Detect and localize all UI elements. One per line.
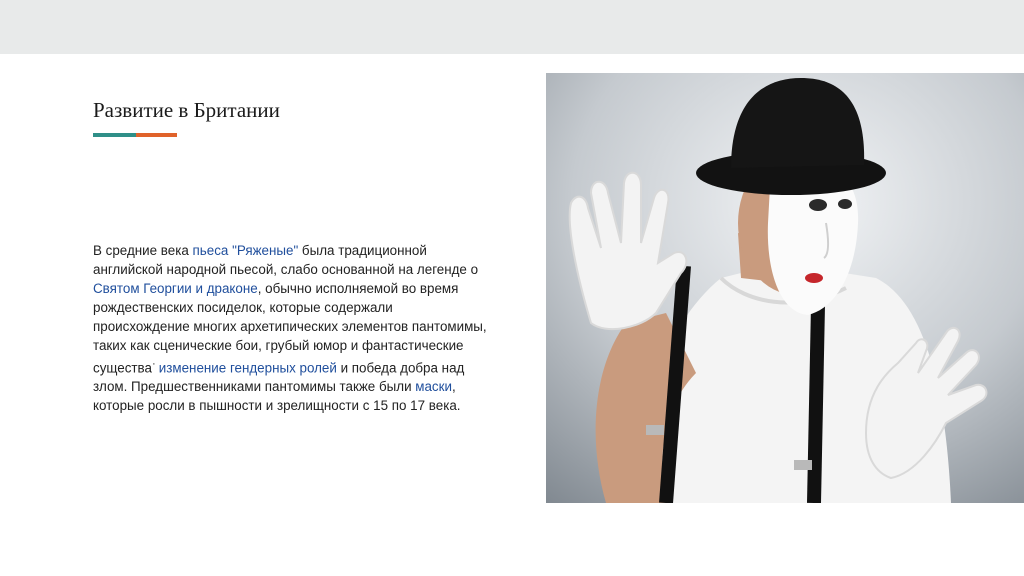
body-text-4: и победа добра над злом. Предшественниками пантомимы также были xyxy=(93,360,465,395)
link-masks[interactable]: маски xyxy=(415,379,452,395)
top-band xyxy=(0,0,1024,54)
body-text-5: , которые росли в пышности и зрелищности с 15 по 17 века. xyxy=(93,379,461,414)
body-text-2: была традиционной английской народной пьесой, слабо основанной на легенде о xyxy=(93,243,479,277)
body-text-dot: · xyxy=(151,358,159,370)
body-text-1: В средние века xyxy=(93,243,193,258)
accent-bar-orange xyxy=(136,133,177,137)
slide-title: Развитие в Британии xyxy=(93,98,280,122)
body-text-3: , обычно исполняемой во время рождественских посиделок, которые содержали происхождение многих архетипических элементов пантомимы, таких как сценические бои, грубый юмор и фантастические существа xyxy=(93,281,487,376)
link-gender-roles[interactable]: изменение гендерных ролей xyxy=(158,360,337,376)
accent-bar-teal xyxy=(93,133,136,137)
mime-photo xyxy=(546,73,1024,503)
mime-illustration xyxy=(546,73,1024,503)
link-ryazhenye[interactable]: пьеса "Ряженые" xyxy=(192,243,299,258)
link-saint-george[interactable]: Святом Георгии и драконе xyxy=(93,281,258,296)
body-paragraph xyxy=(93,241,493,415)
